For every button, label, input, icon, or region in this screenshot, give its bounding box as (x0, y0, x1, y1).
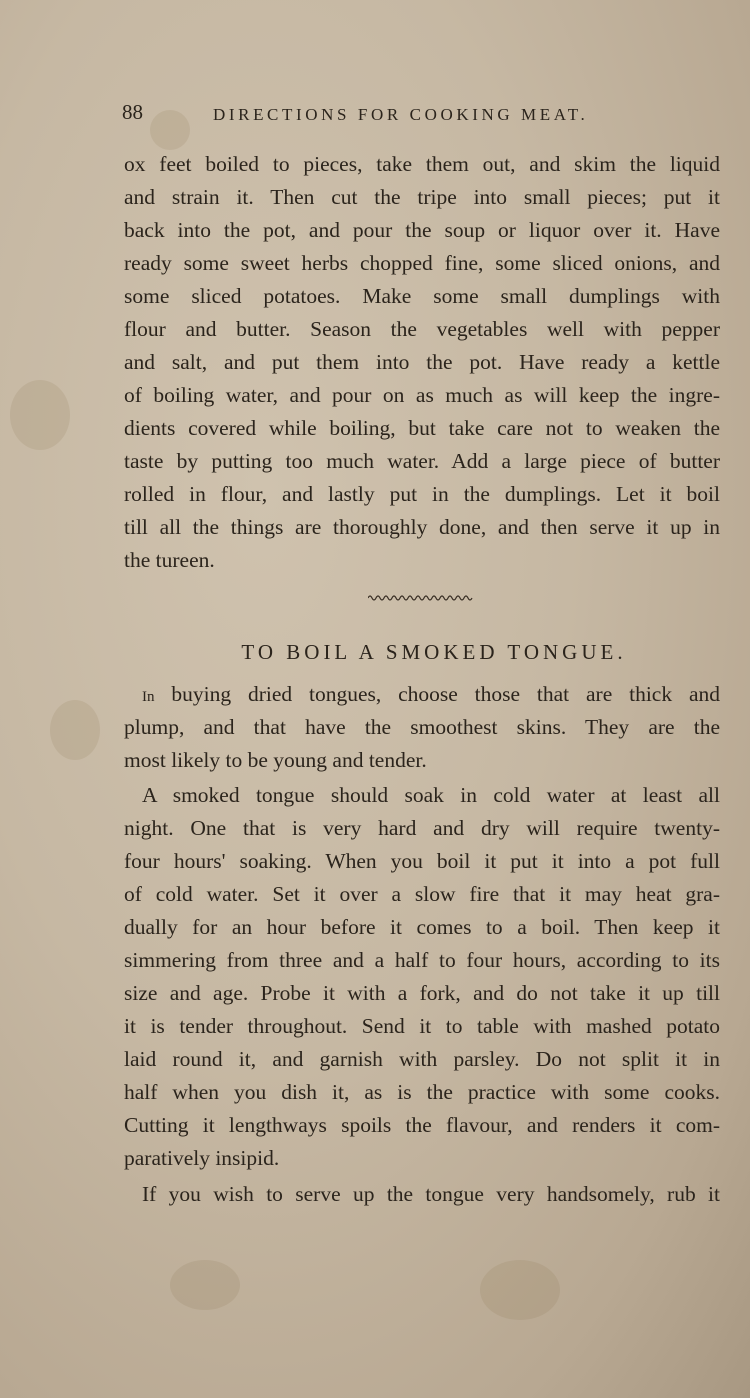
text-line: some sliced potatoes. Make some small dumplings with (124, 284, 720, 308)
text-line: and strain it. Then cut the tripe into small pieces; put it (124, 185, 720, 209)
text-line: If you wish to serve up the tongue very handsomely, rub it (142, 1182, 720, 1206)
text-line: back into the pot, and pour the soup or liquor over it. Have (124, 218, 720, 242)
text-line (142, 678, 720, 711)
text-line: most likely to be young and tender. (124, 748, 427, 772)
text-line: simmering from three and a half to four hours, according to its (124, 948, 720, 972)
page-number: 88 (122, 100, 143, 124)
stain (50, 700, 100, 760)
text-line: laid round it, and garnish with parsley. Do not split it in (124, 1047, 720, 1071)
text-line: night. One that is very hard and dry will require twenty- (124, 816, 720, 840)
text-line: half when you dish it, as is the practice with some cooks. (124, 1080, 720, 1104)
wavy-divider (368, 594, 474, 602)
text-line: the tureen. (124, 548, 215, 572)
text-line: ox feet boiled to pieces, take them out, and skim the liquid (124, 152, 720, 176)
stain (170, 1260, 240, 1310)
text-line: till all the things are thoroughly done, and then serve it up in (124, 515, 720, 539)
text-line: rolled in flour, and lastly put in the dumplings. Let it boil (124, 482, 720, 506)
stain (480, 1260, 560, 1320)
text-line: Cutting it lengthways spoils the flavour, and renders it com- (124, 1113, 720, 1137)
text-line: and salt, and put them into the pot. Have ready a kettle (124, 350, 720, 374)
text-line: taste by putting too much water. Add a large piece of butter (124, 449, 720, 473)
stain (10, 380, 70, 450)
text-line: ready some sweet herbs chopped fine, some sliced onions, and (124, 251, 720, 275)
text-line: A smoked tongue should soak in cold water at least all (142, 783, 720, 807)
text-line: four hours' soaking. When you boil it put it into a pot full (124, 849, 720, 873)
text-line: flour and butter. Season the vegetables well with pepper (124, 317, 720, 341)
text-line: plump, and that have the smoothest skins. They are the (124, 715, 720, 739)
line-text: buying dried tongues, choose those that are thick and (154, 682, 720, 706)
text-line: of cold water. Set it over a slow fire that it may heat gra- (124, 882, 720, 906)
section-title: TO BOIL A SMOKED TONGUE. (241, 640, 627, 664)
text-line: of boiling water, and pour on as much as will keep the ingre- (124, 383, 720, 407)
text-line: it is tender throughout. Send it to table with mashed potato (124, 1014, 720, 1038)
dropcap: In (142, 689, 155, 705)
text-line: size and age. Probe it with a fork, and do not take it up till (124, 981, 720, 1005)
text-line: dients covered while boiling, but take care not to weaken the (124, 416, 720, 440)
text-line: dually for an hour before it comes to a boil. Then keep it (124, 915, 720, 939)
text-line: paratively insipid. (124, 1146, 280, 1170)
page-header (122, 100, 652, 130)
running-title: DIRECTIONS FOR COOKING MEAT. (213, 105, 589, 124)
